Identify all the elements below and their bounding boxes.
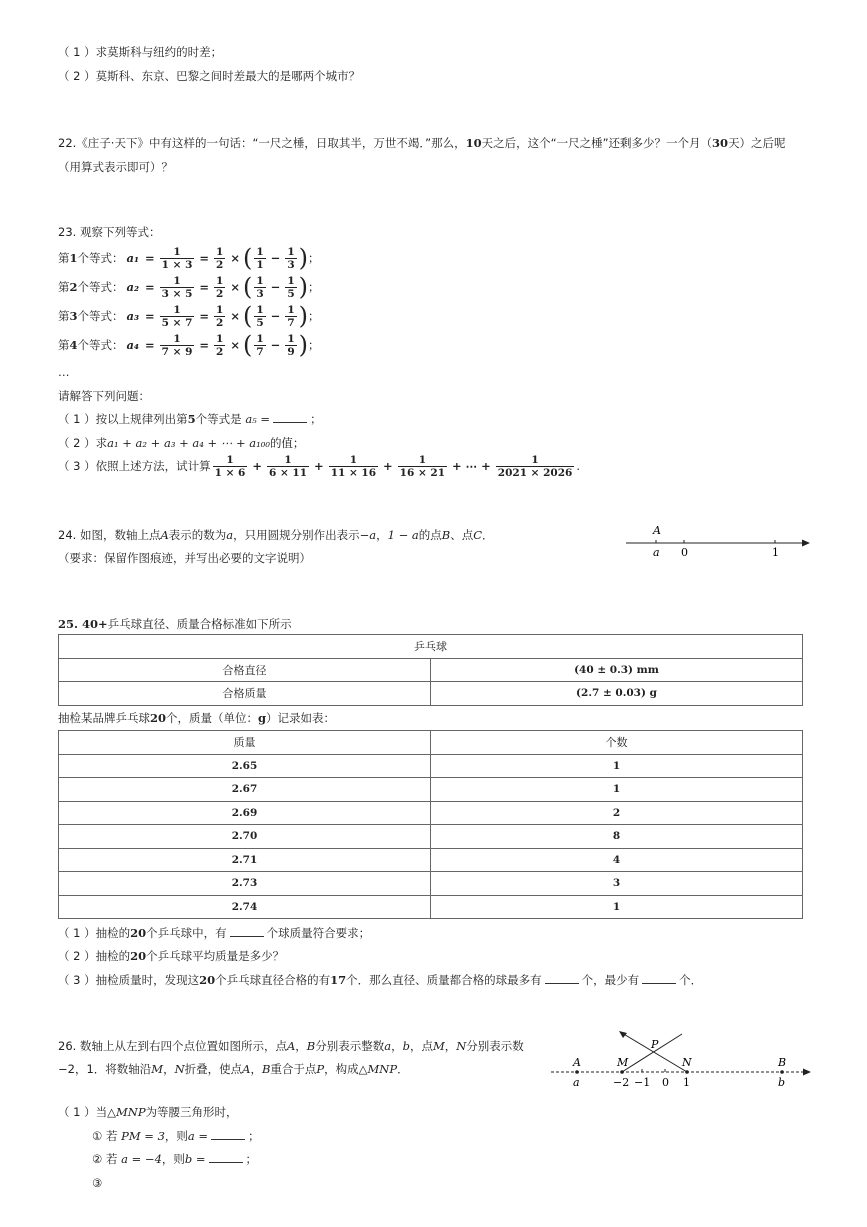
mass-cell: 2.65: [59, 754, 431, 778]
q25-part1: （ 1 ）抽检的20个乒乓球中，有 个球质量符合要求；: [58, 926, 371, 940]
count-cell: 1: [431, 778, 803, 802]
q25-part3: （ 3 ）抽检质量时，发现这20个乒乓球直径合格的有17个．那么直径、质量都合格的球最多有 个，最少有 个．: [58, 973, 703, 987]
answer-blank[interactable]: [211, 1129, 245, 1140]
svg-text:P: P: [651, 1038, 659, 1051]
q22-line1: 22.《庄子·天下》中有这样的一句话：“一尺之棰，日取其半，万世不竭．”那么，10天之后，这个“一尺之棰”还剩多少？一个月（30天）之后呢: [58, 136, 786, 150]
axis-label-0: 0: [681, 546, 688, 559]
q23-intro: 23. 观察下列等式：: [58, 225, 161, 239]
q23-part1: （ 1 ）按以上规律列出第5个等式是 a₅ = ；: [58, 412, 322, 426]
table-row: [59, 778, 803, 802]
axis-label-1: 1: [772, 546, 779, 559]
q26-case2: ② 若 a = −4，则b = ；: [92, 1152, 258, 1166]
q26-case1: ① 若 PM = 3，则a = ；: [92, 1129, 260, 1143]
fraction-term: $\frac{1}{2021 \times 2026}$: [497, 453, 573, 479]
count-cell: 2: [431, 801, 803, 825]
svg-text:−1: −1: [634, 1076, 651, 1089]
col-header-count: 个数: [431, 731, 803, 755]
table-row: [59, 801, 803, 825]
q26-line1: 26. 数轴上从左到右四个点位置如图所示，点A，B分别表示整数a，b，点M，N分别表示数: [58, 1039, 524, 1053]
q26-number-line: [545, 1028, 820, 1098]
point-label-A: A: [653, 524, 661, 537]
arrow-icon: [802, 540, 810, 547]
svg-text:a: a: [573, 1076, 580, 1089]
count-cell: 8: [431, 825, 803, 849]
count-cell: 1: [431, 754, 803, 778]
arrow-icon: [619, 1031, 627, 1038]
mass-cell: 2.73: [59, 872, 431, 896]
mass-cell: 2.70: [59, 825, 431, 849]
q26-line2: −2，1．将数轴沿M，N折叠，使点A，B重合于点P，构成△MNP．: [58, 1062, 409, 1076]
svg-text:−2: −2: [613, 1076, 630, 1089]
fraction-term: $\frac{1}{6 \times 11}$: [269, 453, 308, 479]
table-row: [59, 895, 803, 919]
q21-part1: （ 1 ）求莫斯科与纽约的时差；: [58, 45, 223, 59]
q23-equation: 第 2 个等式： a₂ = $\frac{1}{3 \times 5}$ = $\frac{1}{2}$ × ( $\frac{1}{3}$ − $\frac{1}{5}$ ) ；: [58, 273, 320, 301]
standard-table: 乒乓球 合格直径 (40 ± 0.3) mm 合格质量 (2.7 ± 0.03) g: [58, 634, 803, 706]
answer-blank[interactable]: [545, 973, 579, 984]
mass-data-table: [58, 730, 803, 919]
svg-text:A: A: [573, 1056, 581, 1069]
svg-text:M: M: [617, 1056, 629, 1069]
q24-line2: （要求：保留作图痕迹，并写出必要的文字说明）: [58, 551, 311, 565]
mass-cell: 2.74: [59, 895, 431, 919]
mass-cell: 2.71: [59, 848, 431, 872]
q23-part3: （ 3 ）依照上述方法，试计算 $\frac{1}{1 \times 6}$ + $\frac{1}{6 \times 11}$ + $\frac{1}{11 \times 16}$ + $\frac{1}{16 \times 21}$ + ⋯ + $\frac{1}{2021 \times 2026}$ .: [58, 453, 581, 479]
svg-text:b: b: [778, 1076, 786, 1089]
count-cell: 3: [431, 872, 803, 896]
answer-blank[interactable]: [209, 1152, 243, 1163]
q24-number-line: [620, 520, 820, 565]
q25-part2: （ 2 ）抽检的20个乒乓球平均质量是多少？: [58, 949, 285, 963]
svg-text:N: N: [682, 1056, 692, 1069]
svg-text:1: 1: [683, 1076, 690, 1089]
table-row: [59, 872, 803, 896]
fraction-term: $\frac{1}{16 \times 21}$: [399, 453, 446, 479]
q26-part1: （ 1 ）当△MNP为等腰三角形时，: [58, 1105, 238, 1119]
standard-table-header: 乒乓球: [59, 635, 803, 659]
svg-text:0: 0: [662, 1076, 669, 1089]
q23-equation: 第 4 个等式： a₄ = $\frac{1}{7 \times 9}$ = $\frac{1}{2}$ × ( $\frac{1}{7}$ − $\frac{1}{9}$ ) ；: [58, 331, 320, 359]
q23-part2: （ 2 ）求a₁ + a₂ + a₃ + a₄ + ⋯ + a₁₀₀的值；: [58, 436, 305, 450]
answer-blank[interactable]: [642, 973, 676, 984]
answer-blank[interactable]: [230, 926, 264, 937]
q23-ellipsis: …: [58, 365, 70, 379]
arrow-icon: [803, 1069, 811, 1076]
axis-label-a: a: [653, 546, 660, 559]
col-header-mass: 质量: [59, 731, 431, 755]
q22-line2: （用算式表示即可）？: [58, 160, 173, 174]
svg-text:B: B: [778, 1056, 787, 1069]
q26-case3: ③: [92, 1176, 103, 1190]
q25-title: 25. 40+乒乓球直径、质量合格标准如下所示: [58, 617, 292, 631]
q25-sample-text: 抽检某品牌乒乓球20个，质量（单位：g）记录如表：: [58, 711, 336, 725]
mass-cell: 2.67: [59, 778, 431, 802]
fraction-term: $\frac{1}{11 \times 16}$: [330, 453, 377, 479]
count-cell: 4: [431, 848, 803, 872]
mass-cell: 2.69: [59, 801, 431, 825]
count-cell: 1: [431, 895, 803, 919]
q23-ask: 请解答下列问题：: [58, 389, 150, 403]
table-row: [59, 754, 803, 778]
answer-blank[interactable]: [273, 412, 307, 423]
q23-equation: 第 3 个等式： a₃ = $\frac{1}{5 \times 7}$ = $\frac{1}{2}$ × ( $\frac{1}{5}$ − $\frac{1}{7}$ ) ；: [58, 302, 320, 330]
q21-part2: （ 2 ）莫斯科、东京、巴黎之间时差最大的是哪两个城市？: [58, 69, 361, 83]
fraction-term: $\frac{1}{1 \times 6}$: [214, 453, 246, 479]
table-row: [59, 848, 803, 872]
q24-line1: 24. 如图，数轴上点A表示的数为a，只用圆规分别作出表示−a，1 − a的点B、点C．: [58, 528, 494, 542]
q23-equation: 第 1 个等式： a₁ = $\frac{1}{1 \times 3}$ = $\frac{1}{2}$ × ( $\frac{1}{1}$ − $\frac{1}{3}$ ) ；: [58, 244, 320, 272]
table-row: [59, 825, 803, 849]
